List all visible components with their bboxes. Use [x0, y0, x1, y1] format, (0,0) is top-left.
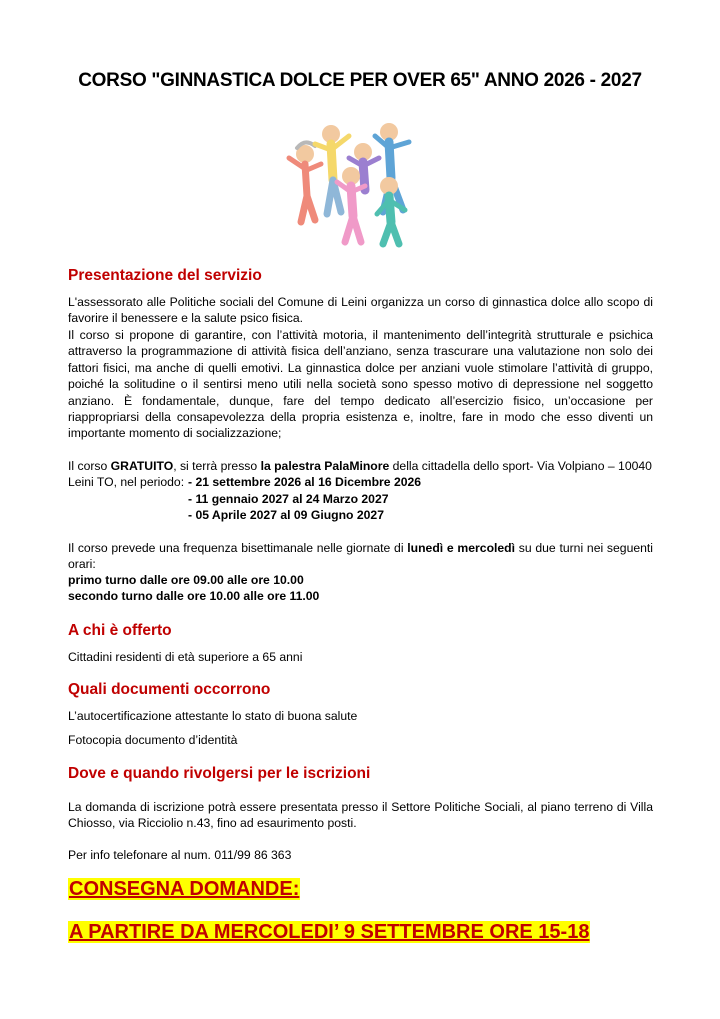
- document-item: L’autocertificazione attestante lo stato di buona salute: [68, 709, 358, 723]
- intro-paragraph: L'assessorato alle Politiche sociali del Comune di Leini organizza un corso di ginnastica dolce allo scopo di favorire il benessere e la salute psico fisica.: [68, 295, 653, 326]
- course-period-label: Leini TO, nel periodo:: [68, 475, 185, 489]
- period-item: - 21 settembre 2026 al 16 Dicembre 2026: [188, 475, 422, 489]
- course-free-label: GRATUITO: [110, 459, 174, 473]
- document-item: Fotocopia documento d’identità: [68, 733, 238, 747]
- course-venue: la palestra PalaMinore: [260, 459, 390, 473]
- turno-primo: primo turno dalle ore 09.00 alle ore 10.00: [68, 573, 304, 587]
- frequency-text: su due turni nei seguenti orari:: [68, 541, 653, 572]
- turno-secondo: secondo turno dalle ore 10.00 alle ore 11.00: [68, 589, 320, 603]
- iscrizioni-text: La domanda di iscrizione potrà essere presentata presso il Settore Politiche Sociali, al piano terreno di Villa Chiosso, via Ricciolio n.43, fino ad esaurimento posti.: [68, 800, 653, 831]
- course-intro-text: Il corso: [68, 459, 111, 473]
- consegna-date: [68, 920, 590, 944]
- info-phone: Per info telefonare al num. 011/99 86 363: [68, 848, 292, 862]
- goals-paragraph: Il corso si propone di garantire, con l’attività motoria, il mantenimento dell’integrità strutturale e psichica attraverso la programmazione di attività fisica dell’anziano, senza trascurare una valutazione non solo dei fattori fisici, ma anche di quelli emotivi. La ginnastica dolce per anziani vuole stimolare l’attività di gruppo, poiché la solitudine o il sentirsi meno utili nella società sono spesso motivo di depressione nel soggetto anziano. È fondamentale, dunque, fare del tempo dedicato all’esercizio fisico, un’occasione per riappropriarsi della consapevolezza della propria esistenza e, inoltre, fare in modo che esso diventi un importante momento di socializzazione;: [68, 328, 653, 441]
- frequency-text: Il corso prevede una frequenza bisettimanale nelle giornate di: [68, 541, 408, 555]
- consegna-date-text: A PARTIRE DA MERCOLEDI’ 9 SETTEMBRE ORE 15-18: [69, 921, 590, 943]
- section-heading-iscrizioni: Dove e quando rivolgersi per le iscrizioni: [68, 765, 371, 782]
- consegna-title-text: CONSEGNA DOMANDE:: [69, 878, 300, 900]
- course-details-paragraph: [68, 458, 653, 474]
- period-item: - 05 Aprile 2027 al 09 Giugno 2027: [188, 508, 384, 522]
- consegna-title: [68, 877, 300, 901]
- section-heading-documenti: Quali documenti occorrono: [68, 681, 271, 698]
- frequency-paragraph: [68, 540, 653, 573]
- page-title: CORSO "GINNASTICA DOLCE PER OVER 65" ANNO 2026 - 2027: [78, 70, 642, 91]
- frequency-days: lunedì e mercoledì: [407, 541, 516, 555]
- section-heading-presentazione: Presentazione del servizio: [68, 267, 262, 284]
- course-intro-text: , si terrà presso: [173, 459, 261, 473]
- offerto-text: Cittadini residenti di età superiore a 65 anni: [68, 650, 303, 664]
- period-item: - 11 gennaio 2027 al 24 Marzo 2027: [188, 492, 389, 506]
- course-address: della cittadella dello sport- Via Volpiano – 10040: [389, 459, 652, 473]
- section-heading-offerto: A chi è offerto: [68, 622, 172, 639]
- elderly-gymnastics-group-icon: [285, 118, 435, 248]
